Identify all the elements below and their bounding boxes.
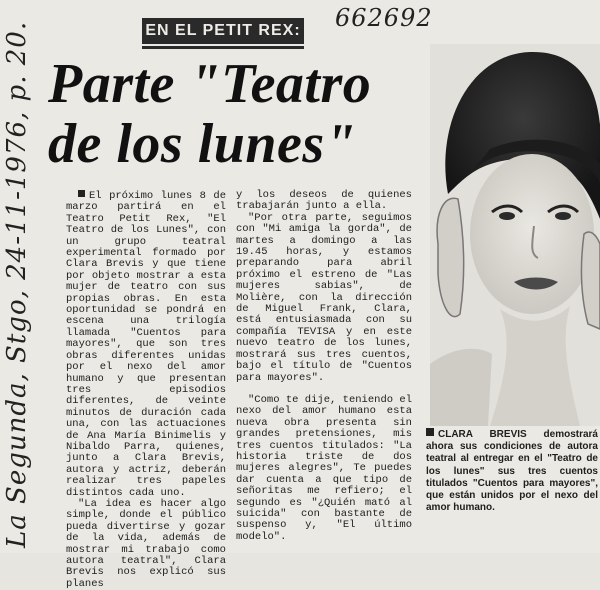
article-column-1 [66, 190, 226, 590]
column-2-paragraph-2: "Por otra parte, seguimos con "Mi amiga la gorda", de martes a domingo a las 19.45 horas, y estamos preparando para abril próximo el estreno de "Las mujeres sabias", de Molière, con la dirección de Miguel Frank, Clara, está entusiasmada con su compañía TEVISA y en este nuevo teatro de los lunes, mostrará sus tres cuentos, bajo el título de "Cuentos para mayores". [236, 211, 412, 384]
column-2-paragraph-3: "Como te dije, teniendo el nexo del amor humano esta nueva obra presenta sin grandes pretensiones, mis tres cuentos titulados: "La historia triste de dos mujeres alegres", Te puedes dar cuenta a que tipo de señoritas me refiero; el segundo es "¿Quién mató al suicida" con bastante de suspenso y, "El último modelo". [236, 393, 412, 543]
article-column-2 [236, 190, 412, 543]
kicker-label: EN EL PETIT REX: [142, 18, 304, 44]
headline-line-1: Parte "Teatro [48, 53, 372, 115]
column-1-paragraph-2: "La idea es hacer algo simple, donde el público pueda divertirse y gozar de la vida, además de mostrar mi trabajo como autora teatral", Clara Brevis nos explicó sus planes [66, 497, 226, 590]
photo-caption [426, 428, 598, 514]
column-1-paragraph-1: El próximo lunes 8 de marzo partirá en el Teatro Petit Rex, "El Teatro de los Lunes", con un grupo teatral experimental formado por Clara Brevis y que tiene por objeto mostrar a esta mujer de teatro con sus propias obras. En esta oportunidad se pondrá en escena una trilogía llamada "Cuentos para mayores", que son tres obras diferentes unidas por el nexo del amor humano y que presentan tres episodios diferentes, de veinte minutos de duración cada una, con las actuaciones de Ana María Binimelis y Nibaldo Parra, quienes, junto a Clara Brevis, autora y actriz, deberán realizar tres papeles distintos cada uno. [66, 190, 226, 499]
column-2-paragraph-1: y los deseos de quienes trabajarán junto a ella. [236, 189, 412, 213]
kicker-underline [142, 46, 304, 49]
caption-bullet [426, 428, 434, 436]
portrait-photo [430, 44, 600, 426]
handwritten-archive-number: 662692 [335, 4, 433, 32]
handwritten-source-note: La Segunda, Stgo, 24-11-1976, p. 20. [2, 20, 32, 548]
headline-line-2: de los lunes" [48, 113, 357, 175]
headline [48, 54, 388, 174]
paragraph-bullet [78, 190, 85, 197]
caption-text: CLARA BREVIS demostrará ahora sus condiciones de autora teatral al entregar en el "Teatro de los lunes" sus tres cuentos titulados "Cuentos para mayores", que están unidos por el nexo del amor humano. [426, 429, 598, 514]
portrait-illustration [430, 44, 600, 426]
